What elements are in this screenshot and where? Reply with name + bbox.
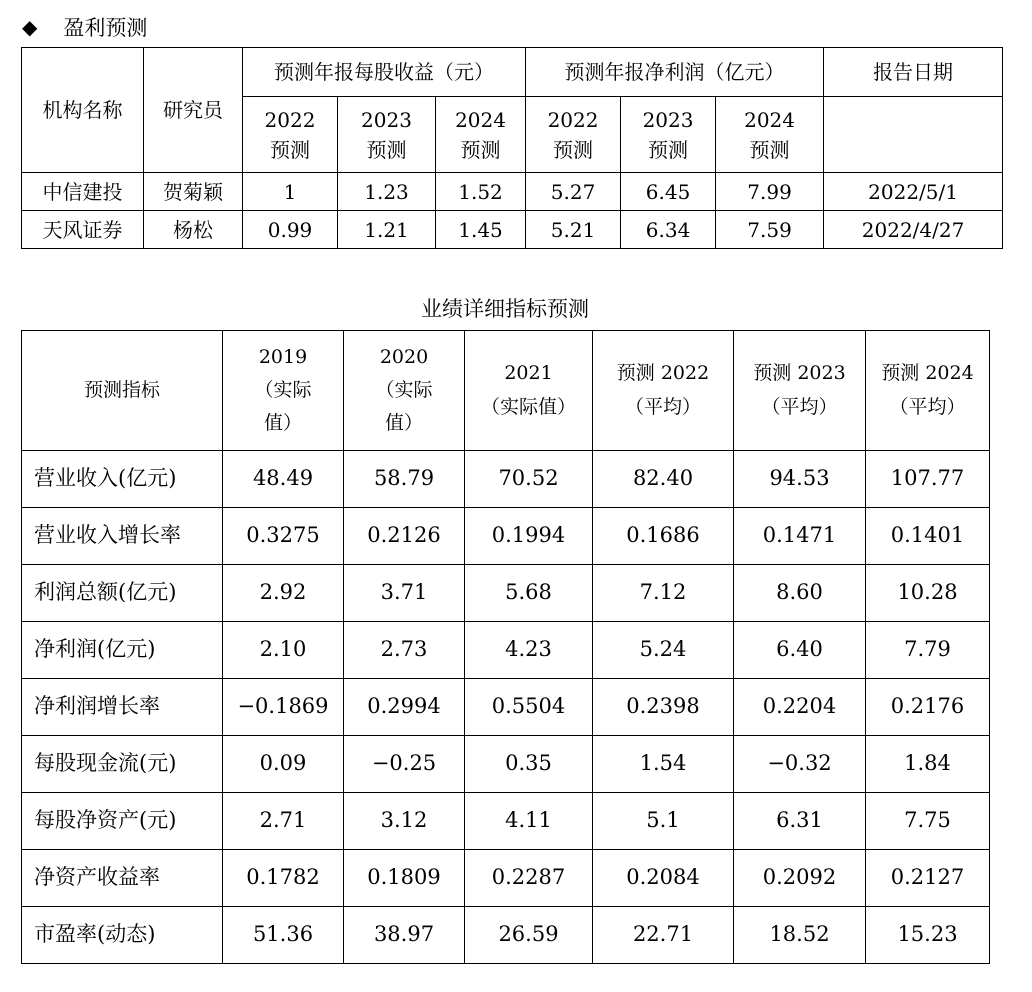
value-cell: 0.1994 <box>465 508 593 565</box>
header-year: 2020 （实际 值） <box>344 331 465 451</box>
profit-cell: 7.99 <box>716 173 824 211</box>
indicator-label: 净利润(亿元) <box>22 622 223 679</box>
indicator-label: 净资产收益率 <box>22 850 223 907</box>
value-cell: 2.73 <box>344 622 465 679</box>
value-cell: −0.25 <box>344 736 465 793</box>
table-row <box>22 211 1003 249</box>
value-cell: 70.52 <box>465 451 593 508</box>
value-cell: 7.75 <box>866 793 990 850</box>
value-cell: 0.2994 <box>344 679 465 736</box>
value-cell: 5.24 <box>593 622 734 679</box>
detail-table-caption: 业绩详细指标预测 <box>421 297 589 321</box>
value-cell: 0.2398 <box>593 679 734 736</box>
value-cell: 0.3275 <box>223 508 344 565</box>
table-row <box>22 736 990 793</box>
org-cell: 天风证券 <box>22 211 144 249</box>
diamond-icon: ◆ <box>22 15 38 39</box>
header-org: 机构名称 <box>22 48 144 173</box>
table-row <box>22 679 990 736</box>
value-cell: 0.2176 <box>866 679 990 736</box>
value-cell: 82.40 <box>593 451 734 508</box>
value-cell: 0.2092 <box>734 850 866 907</box>
value-cell: 7.79 <box>866 622 990 679</box>
value-cell: 0.35 <box>465 736 593 793</box>
header-profit-year: 2023 预测 <box>621 97 716 173</box>
header-date-blank <box>824 97 1003 173</box>
value-cell: 0.1471 <box>734 508 866 565</box>
date-cell: 2022/4/27 <box>824 211 1003 249</box>
value-cell: 6.31 <box>734 793 866 850</box>
analyst-cell: 贺菊颖 <box>144 173 243 211</box>
header-year: 预测 2022 （平均） <box>593 331 734 451</box>
value-cell: 3.71 <box>344 565 465 622</box>
value-cell: 94.53 <box>734 451 866 508</box>
value-cell: 38.97 <box>344 907 465 964</box>
header-profit-year: 2022 预测 <box>526 97 621 173</box>
value-cell: 51.36 <box>223 907 344 964</box>
value-cell: 4.23 <box>465 622 593 679</box>
eps-cell: 1.45 <box>436 211 526 249</box>
value-cell: 0.2287 <box>465 850 593 907</box>
value-cell: 7.12 <box>593 565 734 622</box>
value-cell: 6.40 <box>734 622 866 679</box>
value-cell: 15.23 <box>866 907 990 964</box>
header-eps-group: 预测年报每股收益（元） <box>243 48 526 97</box>
value-cell: 8.60 <box>734 565 866 622</box>
profit-cell: 6.45 <box>621 173 716 211</box>
profit-cell: 5.21 <box>526 211 621 249</box>
org-cell: 中信建投 <box>22 173 144 211</box>
value-cell: 4.11 <box>465 793 593 850</box>
indicator-label: 利润总额(亿元) <box>22 565 223 622</box>
value-cell: −0.1869 <box>223 679 344 736</box>
forecast-table <box>21 47 1003 249</box>
header-profit-group: 预测年报净利润（亿元） <box>526 48 824 97</box>
value-cell: 0.2204 <box>734 679 866 736</box>
table-row <box>22 622 990 679</box>
value-cell: −0.32 <box>734 736 866 793</box>
header-date: 报告日期 <box>824 48 1003 97</box>
value-cell: 0.09 <box>223 736 344 793</box>
value-cell: 0.1809 <box>344 850 465 907</box>
value-cell: 0.1686 <box>593 508 734 565</box>
table-row <box>22 565 990 622</box>
indicator-label: 营业收入(亿元) <box>22 451 223 508</box>
value-cell: 26.59 <box>465 907 593 964</box>
header-eps-year: 2022 预测 <box>243 97 338 173</box>
analyst-cell: 杨松 <box>144 211 243 249</box>
value-cell: 0.2126 <box>344 508 465 565</box>
header-year: 预测 2024 （平均） <box>866 331 990 451</box>
value-cell: 48.49 <box>223 451 344 508</box>
indicator-label: 营业收入增长率 <box>22 508 223 565</box>
table-row <box>22 907 990 964</box>
header-eps-year: 2024 预测 <box>436 97 526 173</box>
header-eps-year: 2023 预测 <box>338 97 436 173</box>
profit-cell: 6.34 <box>621 211 716 249</box>
table-row <box>22 793 990 850</box>
value-cell: 18.52 <box>734 907 866 964</box>
value-cell: 0.1401 <box>866 508 990 565</box>
value-cell: 5.1 <box>593 793 734 850</box>
indicator-label: 每股净资产(元) <box>22 793 223 850</box>
detail-table <box>21 330 990 964</box>
date-cell: 2022/5/1 <box>824 173 1003 211</box>
table-row <box>22 508 990 565</box>
value-cell: 0.1782 <box>223 850 344 907</box>
value-cell: 1.84 <box>866 736 990 793</box>
value-cell: 2.10 <box>223 622 344 679</box>
eps-cell: 0.99 <box>243 211 338 249</box>
value-cell: 58.79 <box>344 451 465 508</box>
indicator-label: 每股现金流(元) <box>22 736 223 793</box>
value-cell: 5.68 <box>465 565 593 622</box>
eps-cell: 1.21 <box>338 211 436 249</box>
value-cell: 1.54 <box>593 736 734 793</box>
eps-cell: 1.23 <box>338 173 436 211</box>
header-year: 2019 （实际 值） <box>223 331 344 451</box>
table-row <box>22 451 990 508</box>
indicator-label: 市盈率(动态) <box>22 907 223 964</box>
indicator-label: 净利润增长率 <box>22 679 223 736</box>
value-cell: 2.92 <box>223 565 344 622</box>
header-indicator: 预测指标 <box>22 331 223 451</box>
header-year: 2021 （实际值） <box>465 331 593 451</box>
table-row <box>22 173 1003 211</box>
value-cell: 107.77 <box>866 451 990 508</box>
header-year: 预测 2023 （平均） <box>734 331 866 451</box>
value-cell: 0.5504 <box>465 679 593 736</box>
header-profit-year: 2024 预测 <box>716 97 824 173</box>
value-cell: 0.2127 <box>866 850 990 907</box>
value-cell: 10.28 <box>866 565 990 622</box>
value-cell: 3.12 <box>344 793 465 850</box>
value-cell: 2.71 <box>223 793 344 850</box>
section-title: 盈利预测 <box>63 16 148 40</box>
eps-cell: 1.52 <box>436 173 526 211</box>
section-heading <box>22 10 147 44</box>
profit-cell: 5.27 <box>526 173 621 211</box>
header-analyst: 研究员 <box>144 48 243 173</box>
eps-cell: 1 <box>243 173 338 211</box>
value-cell: 0.2084 <box>593 850 734 907</box>
value-cell: 22.71 <box>593 907 734 964</box>
table-row <box>22 850 990 907</box>
profit-cell: 7.59 <box>716 211 824 249</box>
